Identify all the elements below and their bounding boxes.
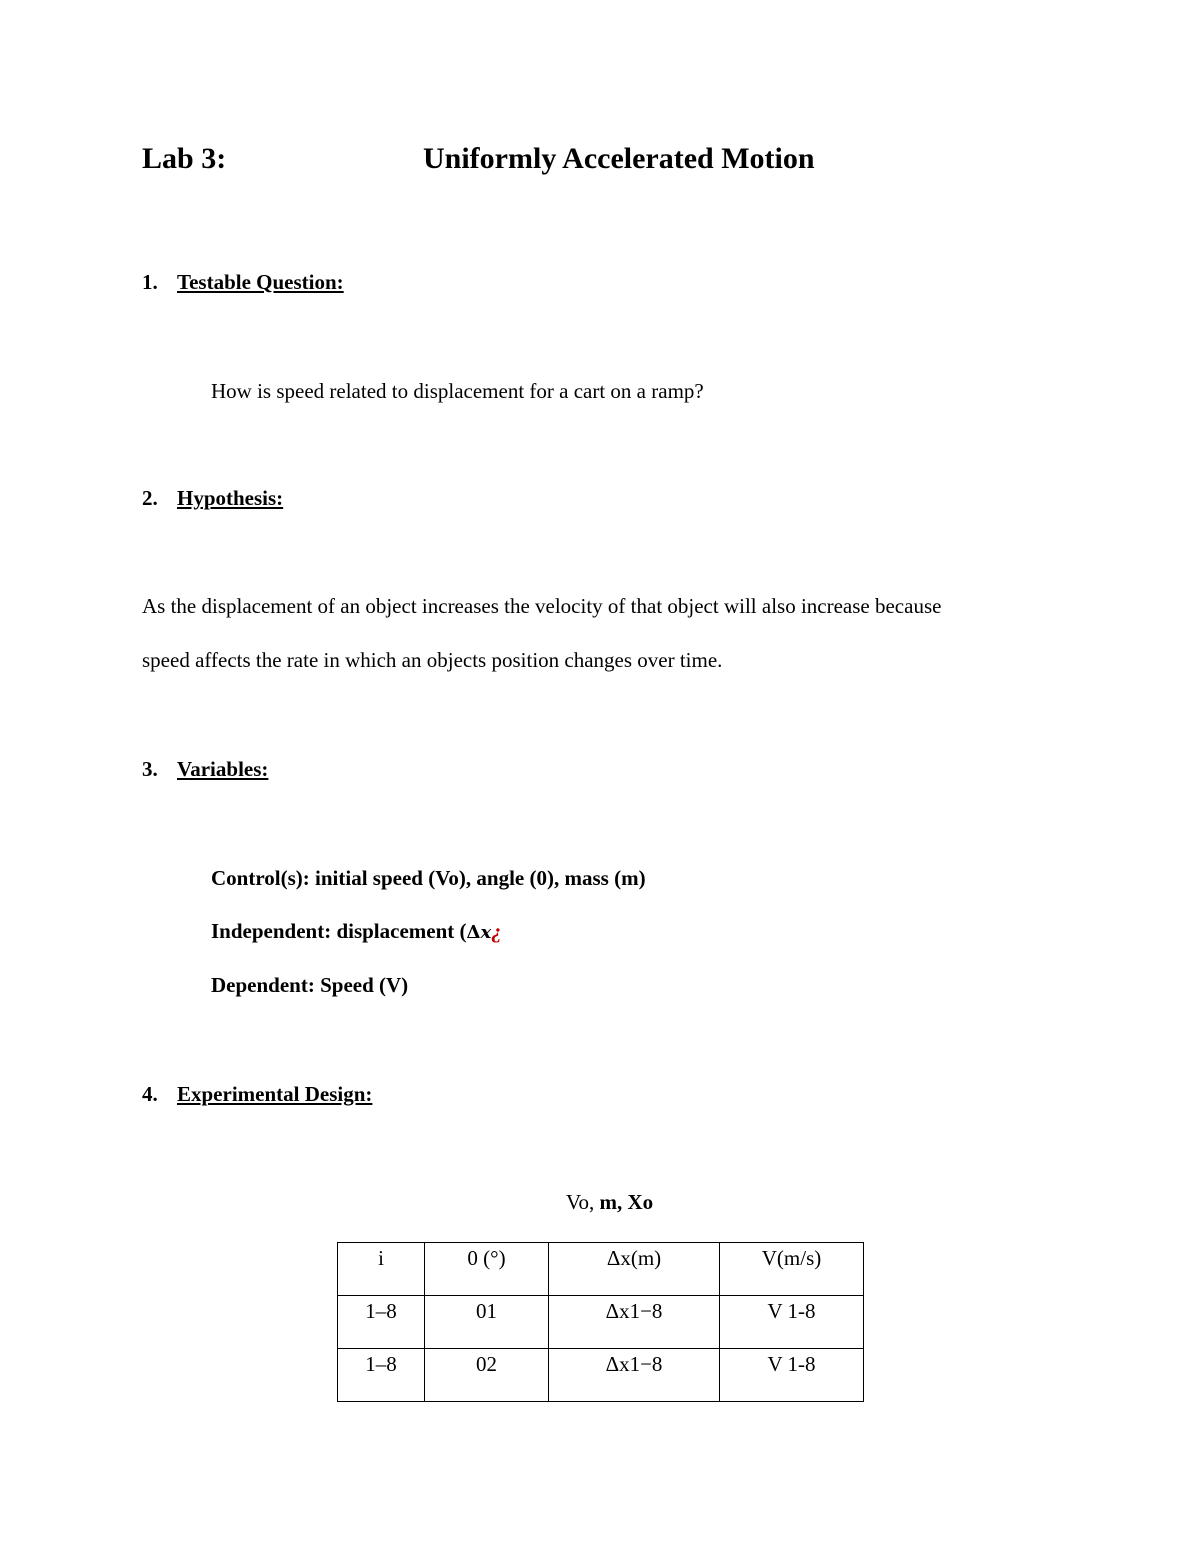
lab-number: Lab 3: bbox=[142, 142, 227, 175]
dependent-variable: Dependent: Speed (V) bbox=[211, 973, 409, 997]
section-testable-question bbox=[142, 270, 344, 295]
table-row bbox=[338, 1349, 864, 1402]
table-header-cell: 0 (°) bbox=[425, 1243, 549, 1296]
section-variables bbox=[142, 757, 268, 782]
section-label: Testable Question: bbox=[177, 270, 344, 294]
table-header-row bbox=[338, 1243, 864, 1296]
table-cell: 1–8 bbox=[338, 1296, 425, 1349]
delta-symbol: Δ bbox=[466, 922, 481, 943]
table-header-cell: V(m/s) bbox=[720, 1243, 864, 1296]
section-number: 2. bbox=[142, 486, 158, 510]
x-symbol: x bbox=[480, 922, 492, 943]
table-cell: V 1-8 bbox=[720, 1349, 864, 1402]
table-cell: 1–8 bbox=[338, 1349, 425, 1402]
table-header-cell: i bbox=[338, 1243, 425, 1296]
section-number: 1. bbox=[142, 270, 158, 294]
table-cell: 02 bbox=[425, 1349, 549, 1402]
section-number: 3. bbox=[142, 757, 158, 781]
table-caption bbox=[566, 1190, 653, 1215]
control-variables: Control(s): initial speed (Vo), angle (0), mass (m) bbox=[211, 866, 646, 890]
independent-variable-label: Independent: displacement ( bbox=[211, 919, 467, 943]
caption-part-regular: Vo, bbox=[566, 1190, 600, 1214]
section-hypothesis bbox=[142, 486, 283, 511]
table-header-cell: Δx(m) bbox=[549, 1243, 720, 1296]
garbled-glyph: ¿ bbox=[491, 919, 502, 943]
caption-part-bold: m, Xo bbox=[599, 1190, 654, 1214]
hypothesis-line-1: As the displacement of an object increases the velocity of that object will also increase because bbox=[142, 594, 942, 618]
testable-question-text: How is speed related to displacement for a cart on a ramp? bbox=[211, 379, 704, 403]
table-cell: Δx1−8 bbox=[549, 1296, 720, 1349]
table-cell: 01 bbox=[425, 1296, 549, 1349]
section-label: Hypothesis: bbox=[177, 486, 284, 510]
experimental-design-table bbox=[337, 1242, 864, 1402]
table-row bbox=[338, 1296, 864, 1349]
table-cell: V 1-8 bbox=[720, 1296, 864, 1349]
section-label: Experimental Design: bbox=[177, 1082, 373, 1106]
section-number: 4. bbox=[142, 1082, 158, 1106]
hypothesis-line-2: speed affects the rate in which an objects position changes over time. bbox=[142, 648, 723, 672]
section-experimental-design bbox=[142, 1082, 372, 1107]
table-cell: Δx1−8 bbox=[549, 1349, 720, 1402]
independent-variable bbox=[211, 919, 502, 944]
document-title: Uniformly Accelerated Motion bbox=[423, 142, 815, 175]
section-label: Variables: bbox=[177, 757, 269, 781]
